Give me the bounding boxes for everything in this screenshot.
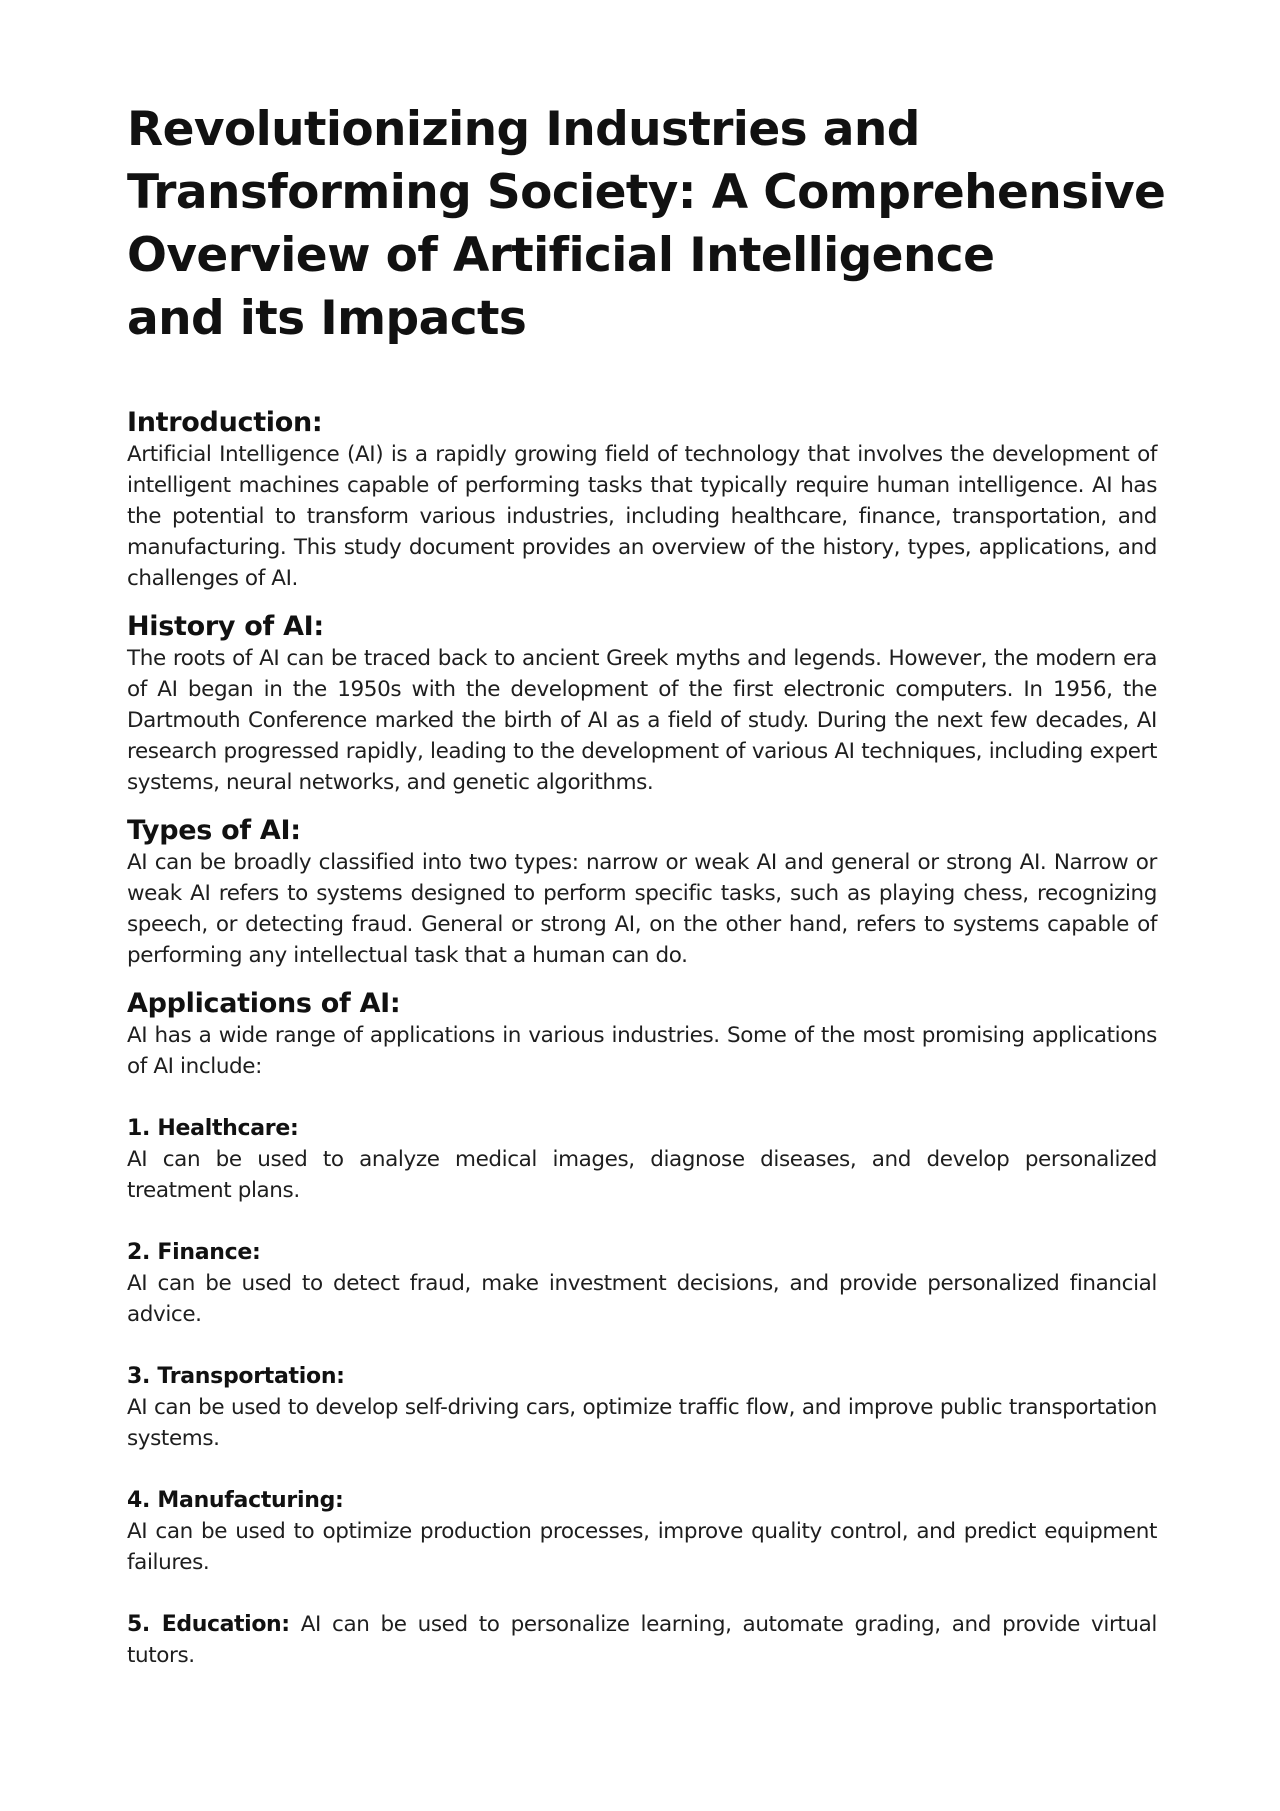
- application-item-title: 1. Healthcare:: [127, 1116, 299, 1141]
- application-item-title: 5. Education:: [127, 1612, 290, 1637]
- section-heading: Introduction:: [127, 407, 323, 438]
- document-title: [127, 98, 1166, 350]
- application-item-body: AI can be used to personalize learning, automate grading, and provide virtual tutors.: [127, 1612, 1157, 1668]
- section-types: [127, 814, 1157, 971]
- application-item-body: AI can be used to optimize production processes, improve quality control, and predict equipment failures.: [127, 1519, 1157, 1575]
- section-heading: History of AI:: [127, 611, 324, 642]
- section-introduction: [127, 406, 1157, 594]
- application-item-title: 2. Finance:: [127, 1240, 261, 1265]
- application-item-inline: [127, 1609, 1157, 1671]
- section-history: [127, 610, 1157, 798]
- section-paragraph: Artificial Intelligence (AI) is a rapidly growing field of technology that involves the development of intelligent machines capable of performing tasks that typically require human intelligence. AI has the potential to transform various industries, including healthcare, finance, transportation, and manufacturing. This study document provides an overview of the history, types, applications, and challenges of AI.: [127, 442, 1157, 591]
- title-line: Transforming Society: A Comprehensive: [127, 165, 1166, 220]
- section-paragraph: The roots of AI can be traced back to ancient Greek myths and legends. However, the modern era of AI began in the 1950s with the development of the first electronic computers. In 1956, the Dartmouth Conference marked the birth of AI as a field of study. During the next few decades, AI research progressed rapidly, leading to the development of various AI techniques, including expert systems, neural networks, and genetic algorithms.: [127, 646, 1157, 795]
- section-heading: Types of AI:: [127, 815, 301, 846]
- title-line: Revolutionizing Industries and: [127, 102, 920, 157]
- application-item-healthcare: [127, 1113, 1157, 1206]
- application-item-body: AI can be used to develop self-driving cars, optimize traffic flow, and improve public transportation systems.: [127, 1395, 1157, 1451]
- section-paragraph: AI can be broadly classified into two types: narrow or weak AI and general or strong AI. Narrow or weak AI refers to systems designed to perform specific tasks, such as playing chess, recognizing speech, or detecting fraud. General or strong AI, on the other hand, refers to systems capable of performing any intellectual task that a human can do.: [127, 850, 1157, 968]
- application-item-transportation: [127, 1361, 1157, 1454]
- application-item-education: [127, 1609, 1157, 1671]
- application-item-title: 4. Manufacturing:: [127, 1488, 344, 1513]
- application-item-title: 3. Transportation:: [127, 1364, 345, 1389]
- title-line: Overview of Artificial Intelligence: [127, 228, 995, 283]
- section-applications: [127, 987, 1157, 1671]
- application-item-body: AI can be used to analyze medical images, diagnose diseases, and develop personalized treatment plans.: [127, 1147, 1157, 1203]
- application-item-finance: [127, 1237, 1157, 1330]
- section-heading: Applications of AI:: [127, 988, 401, 1019]
- section-paragraph: AI has a wide range of applications in various industries. Some of the most promising applications of AI include:: [127, 1023, 1157, 1079]
- application-item-body: AI can be used to detect fraud, make investment decisions, and provide personalized financial advice.: [127, 1271, 1157, 1327]
- application-item-manufacturing: [127, 1485, 1157, 1578]
- title-line: and its Impacts: [127, 291, 527, 346]
